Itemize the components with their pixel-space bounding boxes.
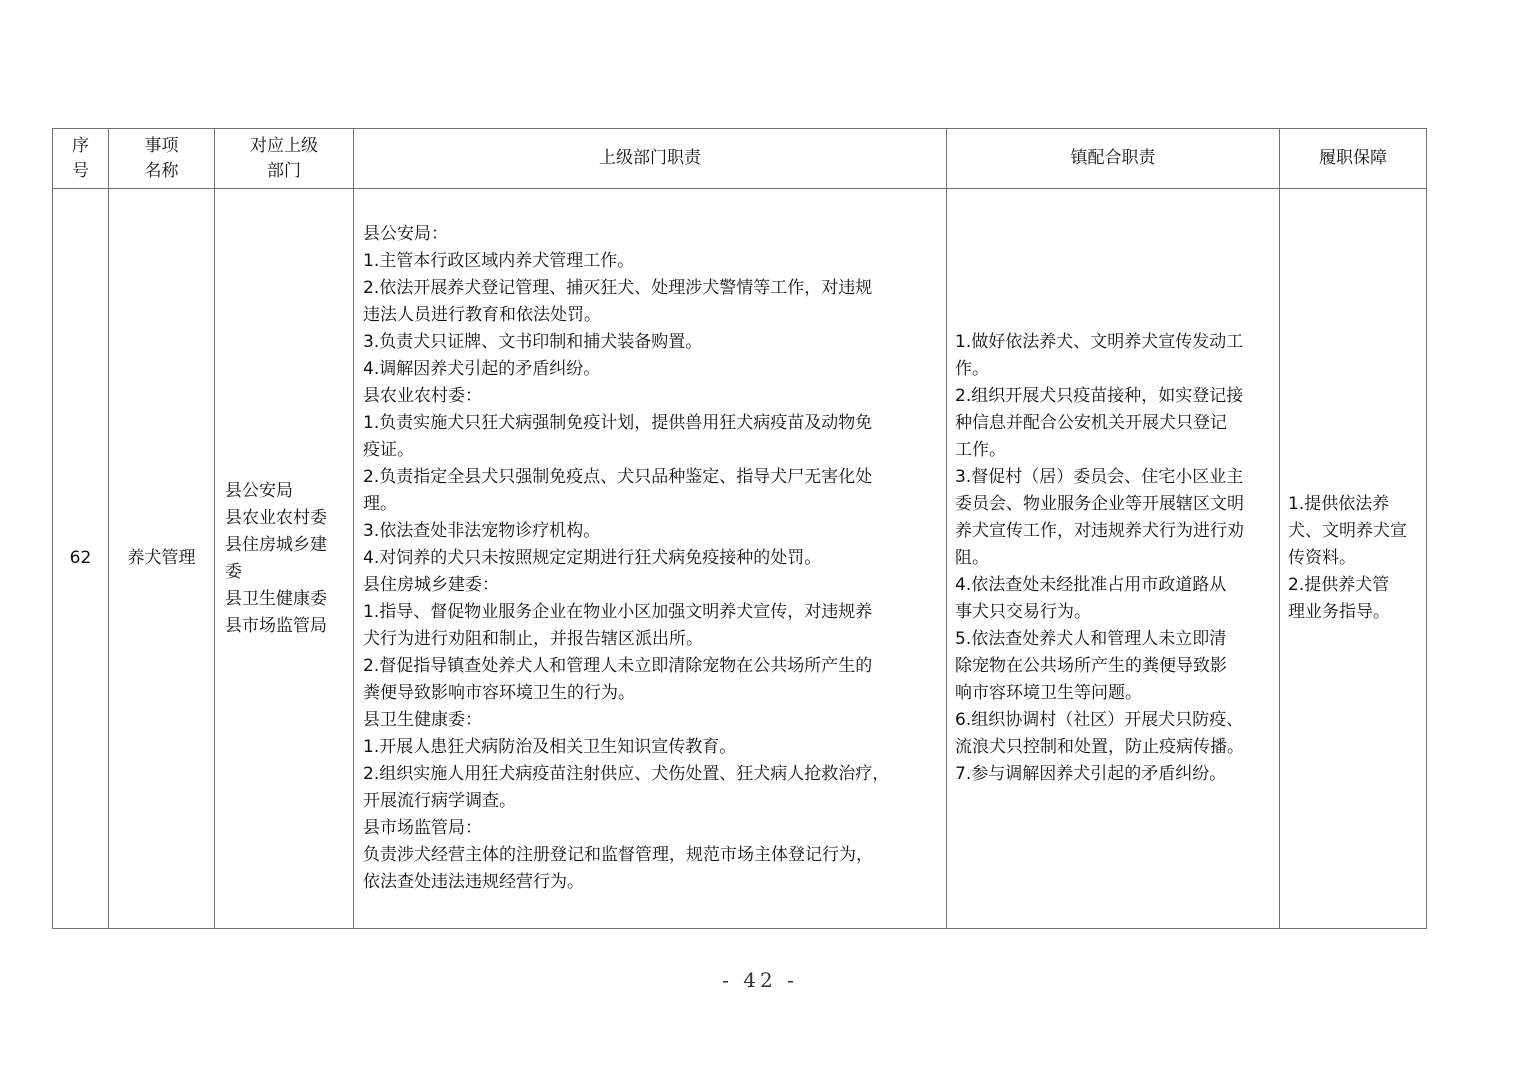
town-duty-line: 流浪犬只控制和处置，防止疫病传播。	[955, 737, 1244, 757]
department-line: 委	[225, 561, 242, 582]
header-upper-duty: 上级部门职责	[354, 129, 947, 189]
row-item-name-cell	[109, 189, 215, 929]
row-index: 62	[69, 548, 92, 568]
town-duty-line: 7.参与调解因养犬引起的矛盾纠纷。	[955, 764, 1227, 784]
upper-duty-line: 3.依法查处非法宠物诊疗机构。	[363, 521, 601, 541]
upper-duty-line: 犬行为进行劝阻和制止，并报告辖区派出所。	[363, 629, 703, 649]
upper-duty-line: 理。	[363, 494, 397, 514]
town-duty-line: 响市容环境卫生等问题。	[955, 683, 1142, 703]
header-upper-dept-line-1: 对应上级	[250, 135, 318, 156]
town-duty-line: 5.依法查处养犬人和管理人未立即清	[955, 629, 1227, 649]
header-upper-dept-line-2: 部门	[267, 160, 301, 181]
town-duty-line: 作。	[955, 359, 989, 379]
upper-duty-line: 疫证。	[363, 440, 414, 460]
town-duty-line: 1.做好依法养犬、文明养犬宣传发动工	[955, 332, 1244, 352]
header-item-name-line-1: 事项	[144, 135, 179, 156]
upper-duty-line: 2.依法开展养犬登记管理、捕灭狂犬、处理涉犬警情等工作，对违规	[363, 278, 873, 298]
upper-duty-line: 依法查处违法违规经营行为。	[363, 872, 584, 892]
row-upper-duty-cell	[354, 189, 947, 929]
upper-duty-line: 县农业农村委：	[363, 386, 482, 406]
header-item-name	[109, 129, 215, 189]
guarantee-line: 1.提供依法养	[1288, 494, 1390, 514]
upper-duty-line: 4.对饲养的犬只未按照规定定期进行狂犬病免疫接种的处罚。	[363, 548, 822, 568]
page-number: - 42 -	[722, 968, 798, 992]
town-duty-line: 事犬只交易行为。	[955, 602, 1091, 622]
header-upper-dept	[215, 129, 354, 189]
upper-duty-line: 粪便导致影响市容环境卫生的行为。	[363, 683, 635, 703]
upper-duty-line: 县住房城乡建委：	[363, 575, 499, 595]
upper-duty-line: 开展流行病学调查。	[363, 791, 516, 811]
guarantee-line: 传资料。	[1288, 548, 1356, 568]
upper-duty-line: 2.组织实施人用狂犬病疫苗注射供应、犬伤处置、狂犬病人抢救治疗，	[363, 764, 890, 784]
header-town-duty: 镇配合职责	[947, 129, 1280, 189]
town-duty-line: 除宠物在公共场所产生的粪便导致影	[955, 656, 1227, 676]
upper-duty-line: 负责涉犬经营主体的注册登记和监督管理，规范市场主体登记行为，	[363, 845, 873, 865]
upper-duty-line: 县公安局：	[363, 224, 448, 244]
header-guarantee: 履职保障	[1280, 129, 1427, 189]
upper-duty-line: 1.主管本行政区域内养犬管理工作。	[363, 251, 635, 271]
department-line: 县市场监管局	[225, 615, 327, 636]
upper-duty-line: 1.负责实施犬只狂犬病强制免疫计划，提供兽用狂犬病疫苗及动物免	[363, 413, 873, 433]
upper-duty-line: 2.负责指定全县犬只强制免疫点、犬只品种鉴定、指导犬尸无害化处	[363, 467, 873, 487]
upper-duty-line: 3.负责犬只证牌、文书印制和捕犬装备购置。	[363, 332, 703, 352]
department-line: 县卫生健康委	[225, 588, 327, 609]
department-line: 县农业农村委	[225, 507, 327, 528]
department-line: 县公安局	[225, 480, 293, 501]
header-index	[53, 129, 109, 189]
row-departments-cell	[215, 189, 354, 929]
town-duty-line: 4.依法查处未经批准占用市政道路从	[955, 575, 1227, 595]
town-duty-line: 2.组织开展犬只疫苗接种，如实登记接	[955, 386, 1244, 406]
upper-duty-line: 县市场监管局：	[363, 818, 482, 838]
row-guarantee-cell	[1280, 189, 1427, 929]
town-duty-line: 养犬宣传工作，对违规养犬行为进行劝	[955, 521, 1244, 541]
town-duty-line: 工作。	[955, 440, 1006, 460]
town-duty-line: 6.组织协调村（社区）开展犬只防疫、	[955, 710, 1244, 730]
row-item-name: 养犬管理	[127, 548, 196, 568]
duty-table	[52, 128, 1427, 929]
table-header-row	[53, 129, 1427, 189]
guarantee-line: 理业务指导。	[1288, 602, 1390, 622]
upper-duty-line: 1.指导、督促物业服务企业在物业小区加强文明养犬宣传，对违规养	[363, 602, 873, 622]
table-row	[53, 189, 1427, 929]
town-duty-line: 3.督促村（居）委员会、住宅小区业主	[955, 467, 1244, 487]
guarantee-line: 犬、文明养犬宣	[1288, 521, 1407, 541]
town-duty-line: 委员会、物业服务企业等开展辖区文明	[955, 494, 1244, 514]
header-index-line-1: 序	[72, 135, 89, 156]
town-duty-line: 种信息并配合公安机关开展犬只登记	[955, 413, 1227, 433]
upper-duty-line: 违法人员进行教育和依法处罚。	[363, 305, 601, 325]
row-town-duty-cell	[947, 189, 1280, 929]
department-line: 县住房城乡建	[225, 534, 327, 555]
header-item-name-line-2: 名称	[144, 160, 179, 181]
row-index-cell	[53, 189, 109, 929]
guarantee-line: 2.提供养犬管	[1288, 575, 1390, 595]
upper-duty-line: 2.督促指导镇查处养犬人和管理人未立即清除宠物在公共场所产生的	[363, 656, 873, 676]
town-duty-line: 阻。	[955, 548, 989, 568]
header-index-line-2: 号	[72, 160, 89, 181]
upper-duty-line: 县卫生健康委：	[363, 710, 482, 730]
upper-duty-line: 4.调解因养犬引起的矛盾纠纷。	[363, 359, 601, 379]
upper-duty-line: 1.开展人患狂犬病防治及相关卫生知识宣传教育。	[363, 737, 737, 757]
